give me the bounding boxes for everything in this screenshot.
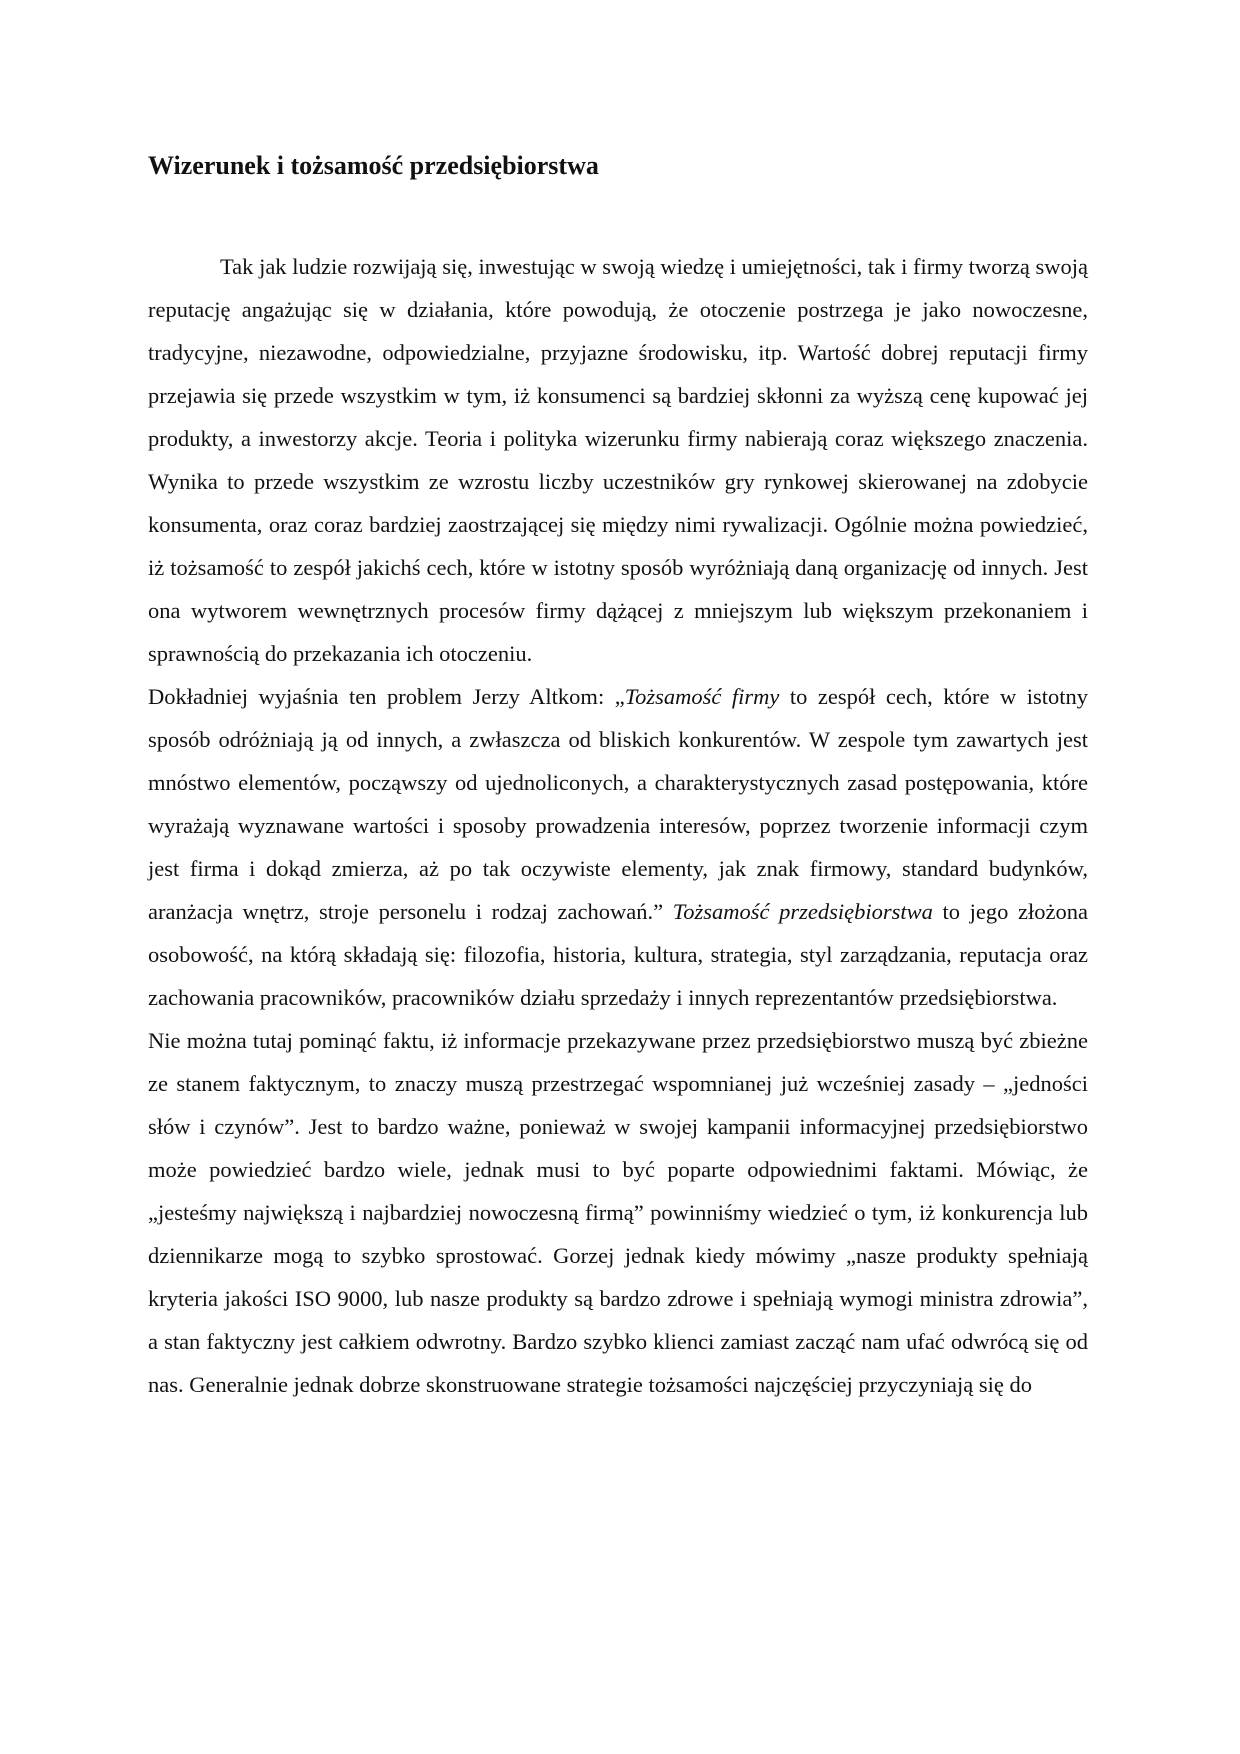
- document-title: Wizerunek i tożsamość przedsiębiorstwa: [148, 151, 599, 180]
- paragraph-1: Tak jak ludzie rozwijają się, inwestując w swoją wiedzę i umiejętności, tak i firmy tworzą swoją reputację angażując się w działania, które powodują, że otoczenie postrzega je jako nowoczesne, tradycyjne, niezawodne, odpowiedzialne, przyjazne środowisku, itp. Wartość dobrej reputacji firmy przejawia się przede wszystkim w tym, iż konsumenci są bardziej skłonni za wyższą cenę kupować jej produkty, a inwestorzy akcje. Teoria i polityka wizerunku firmy nabierają coraz większego znaczenia. Wynika to przede wszystkim ze wzrostu liczby uczestników gry rynkowej skierowanej na zdobycie konsumenta, oraz coraz bardziej zaostrzającej się między nimi rywalizacji. Ogólnie można powiedzieć, iż tożsamość to zespół jakichś cech, które w istotny sposób wyróżniają daną organizację od innych. Jest ona wytworem wewnętrznych procesów firmy dążącej z mniejszym lub większym przekonaniem i sprawnością do przekazania ich otoczeniu.: [148, 254, 1088, 666]
- paragraph-3: Nie można tutaj pominąć faktu, iż informacje przekazywane przez przedsiębiorstwo muszą być zbieżne ze stanem faktycznym, to znaczy muszą przestrzegać wspomnianej już wcześniej zasady – „jedności słów i czynów”. Jest to bardzo ważne, ponieważ w swojej kampanii informacyjnej przedsiębiorstwo może powiedzieć bardzo wiele, jednak musi to być poparte odpowiednimi faktami. Mówiąc, że „jesteśmy największą i najbardziej nowoczesną firmą” powinniśmy wiedzieć o tym, iż konkurencja lub dziennikarze mogą to szybko sprostować. Gorzej jednak kiedy mówimy „nasze produkty spełniają kryteria jakości ISO 9000, lub nasze produkty są bardzo zdrowe i spełniają wymogi ministra zdrowia”, a stan faktyczny jest całkiem odwrotny. Bardzo szybko klienci zamiast zacząć nam ufać odwrócą się od nas. Generalnie jednak dobrze skonstruowane strategie tożsamości najczęściej przyczyniają się do: [148, 1028, 1088, 1397]
- paragraph-2-text-2: to zespół cech, które w istotny sposób odróżniają ją od innych, a zwłaszcza od bliskich konkurentów. W zespole tym zawartych jest mnóstwo elementów, począwszy od ujednoliconych, a charakterystycznych zasad postępowania, które wyrażają wyznawane wartości i sposoby prowadzenia interesów, poprzez tworzenie informacji czym jest firma i dokąd zmierza, aż po tak oczywiste elementy, jak znak firmowy, standard budynków, aranżacja wnętrz, stroje personelu i rodzaj zachowań.”: [148, 684, 1088, 924]
- paragraph-2-italic-term-2: Tożsamość przedsiębiorstwa: [672, 899, 933, 924]
- paragraph-2: [148, 675, 1088, 1019]
- paragraph-2-text-3: to jego złożona osobowość, na którą składają się: filozofia, historia, kultura, strategia, styl zarządzania, reputacja oraz zachowania pracowników, pracowników działu sprzedaży i innych reprezentantów przedsiębiorstwa.: [148, 899, 1089, 1010]
- document-body: [148, 245, 1088, 1406]
- paragraph-2-text-1: Dokładniej wyjaśnia ten problem Jerzy Altkom: „: [148, 684, 625, 709]
- paragraph-2-italic-term-1: Tożsamość firmy: [624, 684, 780, 709]
